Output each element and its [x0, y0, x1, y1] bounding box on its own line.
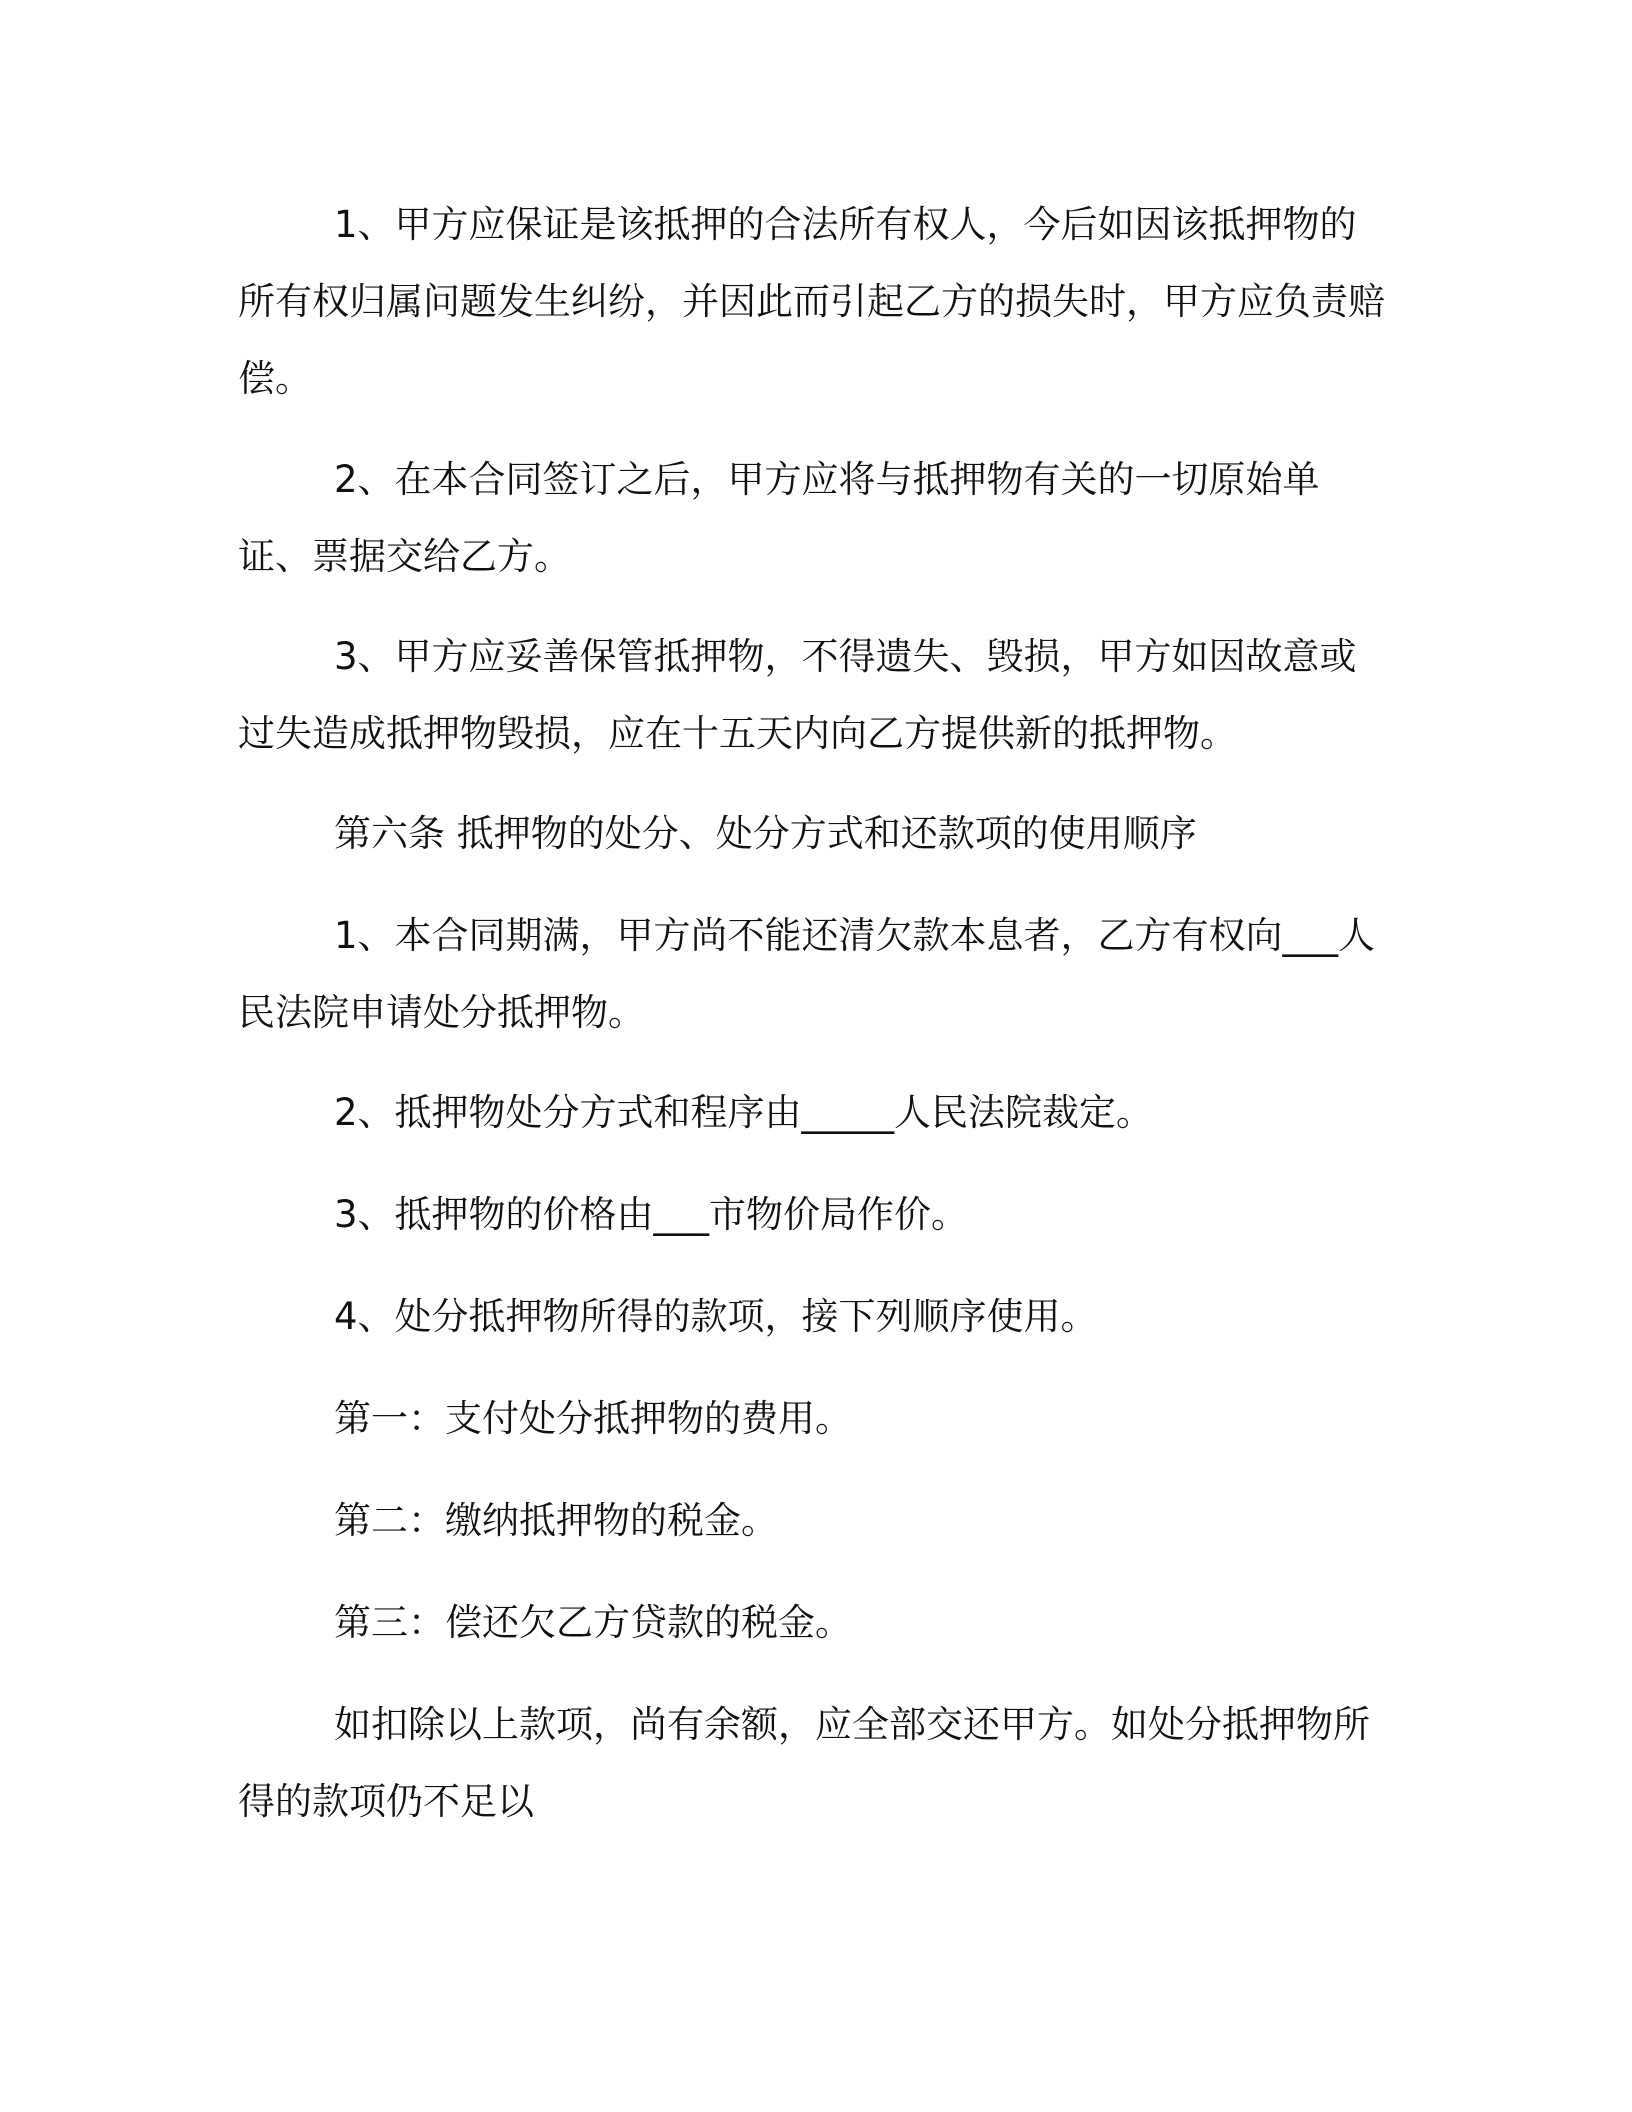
paragraph-order-third: 第三：偿还欠乙方贷款的税金。	[334, 1601, 852, 1644]
paragraph-remainder: 如扣除以上款项，尚有余额，应全部交还甲方。如处分抵押物所得的款项仍不足以	[238, 1703, 1370, 1823]
section-heading-article-6: 第六条 抵押物的处分、处分方式和还款项的使用顺序	[334, 812, 1197, 855]
paragraph-article-6-item-4: 4、处分抵押物所得的款项，接下列顺序使用。	[334, 1295, 1098, 1338]
paragraph-clause-3: 3、甲方应妥善保管抵押物，不得遗失、毁损，甲方如因故意或过失造成抵押物毁损，应在十五天内向乙方提供新的抵押物。	[238, 635, 1357, 755]
paragraph-article-6-item-3: 3、抵押物的价格由___市物价局作价。	[334, 1193, 969, 1236]
paragraph-order-first: 第一：支付处分抵押物的费用。	[334, 1397, 852, 1440]
paragraph-order-second: 第二：缴纳抵押物的税金。	[334, 1499, 778, 1542]
paragraph-article-6-item-2: 2、抵押物处分方式和程序由_____人民法院裁定。	[334, 1091, 1154, 1134]
paragraph-clause-1: 1、甲方应保证是该抵押的合法所有权人，今后如因该抵押物的所有权归属问题发生纠纷，并因此而引起乙方的损失时，甲方应负责赔偿。	[238, 203, 1385, 400]
paragraph-clause-2: 2、在本合同签订之后，甲方应将与抵押物有关的一切原始单证、票据交给乙方。	[238, 458, 1320, 578]
paragraph-article-6-item-1: 1、本合同期满，甲方尚不能还清欠款本息者，乙方有权向___人民法院申请处分抵押物。	[238, 914, 1376, 1034]
